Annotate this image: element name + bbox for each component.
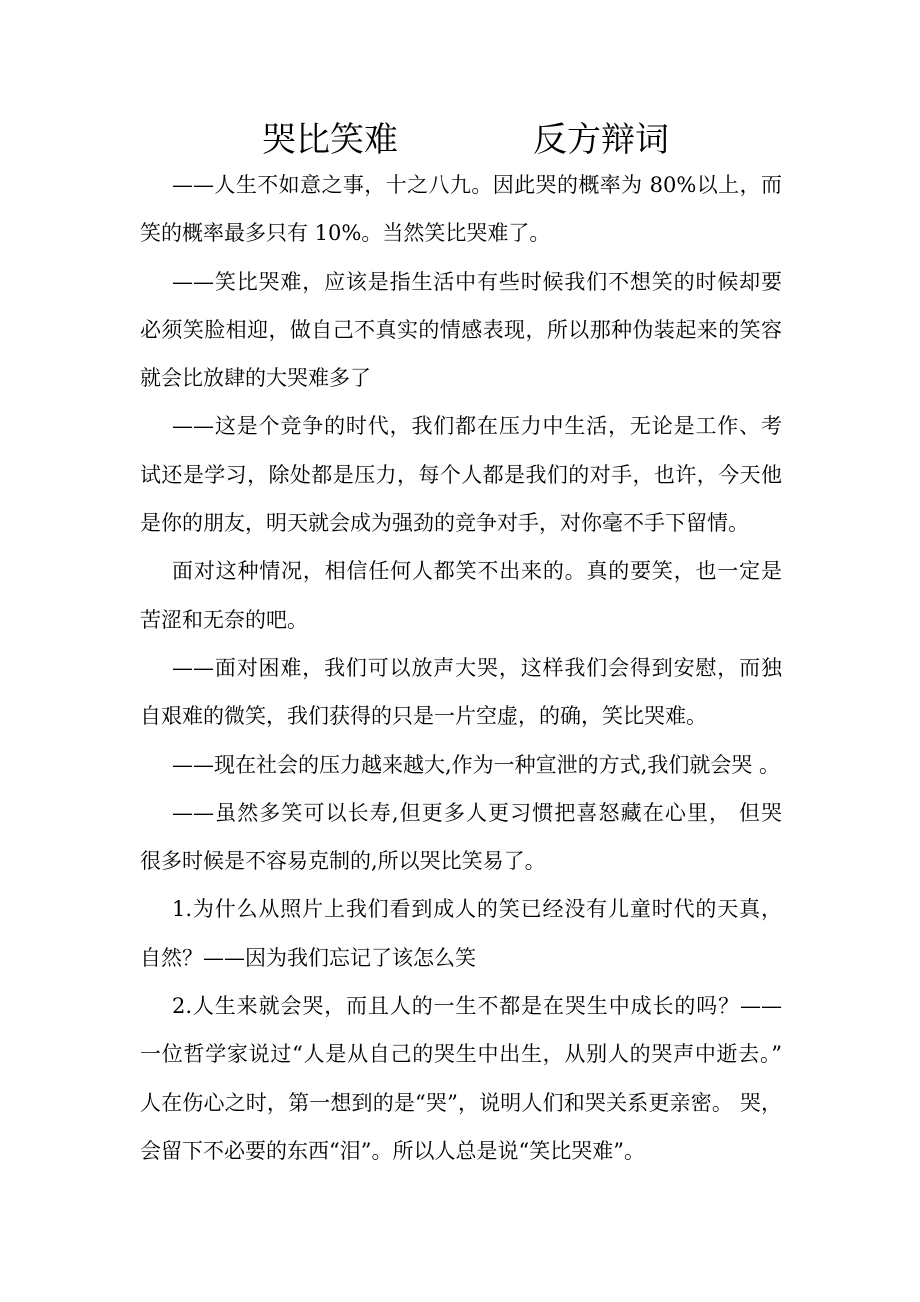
text-line: ——虽然多笑可以长寿,但更多人更习惯把喜怒藏在心里， 但哭	[172, 800, 782, 825]
text-line: 1.为什么从照片上我们看到成人的笑已经没有儿童时代的天真，	[172, 897, 782, 922]
text-line: 是你的朋友，明天就会成为强劲的竞争对手，对你毫不手下留情。	[140, 511, 749, 536]
text-line: 面对这种情况，相信任何人都笑不出来的。真的要笑，也一定是	[172, 559, 782, 584]
document-title	[0, 112, 920, 160]
text-line: 一位哲学家说过“人是从自己的哭生中出生，从别人的哭声中逝去。”	[140, 1042, 782, 1067]
text-line: ——人生不如意之事，十之八九。因此哭的概率为 80%以上，而	[172, 173, 782, 197]
text-line: ——现在社会的压力越来越大,作为一种宣泄的方式,我们就会哭 。	[172, 752, 781, 777]
text-line: 必须笑脸相迎，做自己不真实的情感表现，所以那种伪装起来的笑容	[140, 317, 782, 342]
text-line: 很多时候是不容易克制的,所以哭比笑易了。	[140, 849, 546, 874]
text-line: 苦涩和无奈的吧。	[140, 607, 308, 632]
text-line: 2.人生来就会哭，而且人的一生不都是在哭生中成长的吗？——	[172, 994, 782, 1019]
document-body	[140, 167, 782, 1181]
title-topic: 哭比笑难	[262, 120, 398, 160]
text-line: 试还是学习，除处都是压力，每个人都是我们的对手，也许，今天他	[140, 462, 782, 487]
text-line: 自艰难的微笑，我们获得的只是一片空虚，的确，笑比哭难。	[140, 704, 707, 729]
text-line: 笑的概率最多只有 10%。当然笑比哭难了。	[140, 221, 551, 246]
title-side: 反方辩词	[533, 120, 669, 160]
text-line: 人在伤心之时，第一想到的是“哭”，说明人们和哭关系更亲密。 哭，	[140, 1090, 782, 1115]
text-line: 自然？——因为我们忘记了该怎么笑	[140, 945, 476, 970]
text-line: ——面对困难，我们可以放声大哭，这样我们会得到安慰，而独	[172, 655, 782, 680]
text-line: ——笑比哭难，应该是指生活中有些时候我们不想笑的时候却要	[172, 269, 782, 294]
text-line: 会留下不必要的东西“泪”。所以人总是说“笑比哭难”。	[140, 1138, 645, 1163]
text-line: 就会比放肆的大哭难多了	[140, 366, 371, 391]
text-line: ——这是个竞争的时代，我们都在压力中生活，无论是工作、考	[172, 414, 782, 439]
